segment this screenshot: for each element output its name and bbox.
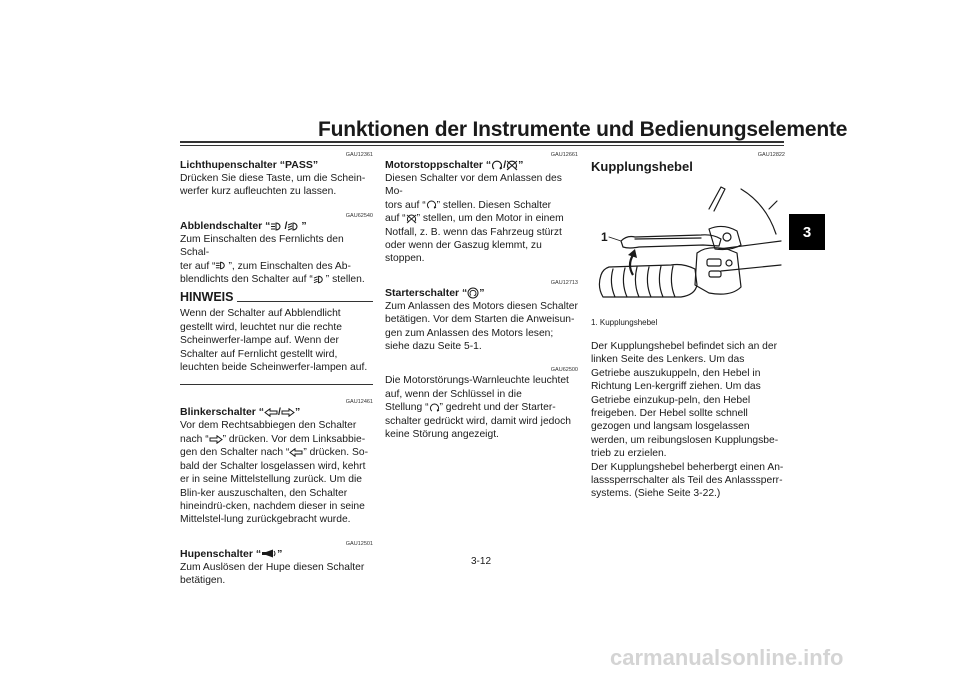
hinweis-end-rule: [180, 384, 373, 385]
section-code: GAU12361: [345, 152, 373, 158]
clutch-lever-figure: [591, 179, 785, 314]
section-body: [180, 419, 373, 526]
hinweis-header: [180, 290, 373, 304]
text-rest: Notfall, z. B. wenn das Fahrzeug stürzt oder wenn der Gaszug klemmt, zu stoppen.: [385, 226, 562, 265]
figure-caption: 1. Kupplungshebel: [591, 318, 658, 327]
low-beam-icon: [313, 275, 326, 284]
section-abblend: [180, 213, 373, 287]
high-beam-icon: [215, 261, 228, 270]
section-body: [385, 172, 578, 266]
section-heading: [180, 220, 373, 233]
arrow-right-icon: [209, 435, 223, 444]
high-beam-icon: [270, 222, 284, 231]
section-heading: [385, 287, 578, 300]
text-line: ”, zum Einschalten des Ab-: [228, 260, 351, 272]
text-line: Stellung “: [385, 402, 429, 414]
engine-run-icon: [426, 200, 437, 210]
heading-text: Blinkerschalter “: [180, 406, 265, 419]
column-3: [591, 152, 785, 501]
section-blinker: [180, 399, 373, 526]
column-2: [385, 152, 578, 456]
low-beam-icon: [287, 222, 301, 231]
text-line: Zum Einschalten des Fernlichts den Schal-: [180, 233, 344, 259]
text-line: ” drücken. So-: [303, 447, 369, 459]
text-line: ter auf “: [180, 260, 216, 272]
starter-icon: [467, 287, 479, 299]
page-number: 3-12: [470, 556, 491, 567]
section-heading: Kupplungshebel: [591, 159, 693, 174]
text-line: ” drücken. Vor dem Linksabbie-: [222, 433, 366, 445]
section-heading: [385, 159, 578, 172]
engine-stop-icon: [406, 214, 417, 224]
arrow-right-icon: [281, 408, 295, 417]
hinweis-rule: [237, 301, 373, 302]
text-line: nach “: [180, 433, 209, 445]
heading-text-end: ”: [479, 286, 485, 299]
horn-icon: [261, 549, 277, 558]
heading-text-end: ”: [518, 159, 524, 171]
section-hupe: [180, 541, 373, 588]
text-line: ” stellen. Diesen Schalter: [436, 199, 552, 211]
section-code: GAU62500: [550, 367, 578, 374]
section-body: Der Kupplungshebel befindet sich an der linken Seite des Lenkers. Um das Getriebe auszukuppeln, den Hebel in Richtung Len-kergriff ziehen. Um das Getriebe einzukup-peln, den Hebel freigeben. Der Hebel sollte schnell gezogen und langsam losgelassen werden, um reibungslosen Kupplungsbe-trieb zu erzielen.: [591, 341, 779, 460]
heading-text-end: ”: [277, 547, 283, 560]
engine-run-icon: [429, 403, 440, 413]
slash: /: [278, 406, 281, 419]
section-warnleuchte: [385, 367, 578, 441]
arrow-left-icon: [264, 408, 278, 417]
page-title: Funktionen der Instrumente und Bedienungselemente: [318, 118, 848, 141]
section-code: GAU12713: [550, 279, 578, 286]
section-body: [385, 374, 578, 441]
column-1: [180, 152, 373, 602]
text-rest: bald der Schalter losgelassen wird, kehrt er in seine Mittelstellung zurück. Um die Blin-ker auszuschalten, den Schalter hineindrü-cken, nachdem dieser in seine Mittelstel-lung zurückgebracht wurde.: [180, 460, 366, 526]
text-line: Vor dem Rechtsabbiegen den Schalter: [180, 420, 357, 432]
text-line: auf “: [385, 213, 406, 225]
section-code: GAU12461: [345, 399, 373, 406]
text-line: blendlichts den Schalter auf “: [180, 274, 313, 286]
slash: /: [284, 219, 288, 232]
heading-text-end: ”: [294, 406, 301, 419]
section-body: [180, 233, 373, 287]
engine-run-icon: [491, 160, 503, 171]
section-code: GAU12501: [345, 540, 373, 547]
heading-text: Hupenschalter “: [180, 547, 262, 560]
section-code: GAU62540: [345, 212, 373, 219]
hinweis-label: HINWEIS: [180, 290, 234, 305]
heading-text-end: ”: [301, 219, 307, 232]
text-line: ” stellen, um den Motor in einem: [416, 213, 564, 225]
text-line: tors auf “: [385, 199, 426, 211]
heading-text: Starterschalter “: [385, 286, 468, 299]
text-line: Die Motorstörungs-Warnleuchte leuchtet: [385, 375, 569, 387]
section-pass: [180, 152, 373, 199]
section-motorstopp: [385, 152, 578, 266]
section-heading: [180, 548, 373, 561]
slash: /: [503, 159, 507, 171]
section-code: GAU12661: [550, 152, 578, 158]
text-line: auf, wenn der Schlüssel in die: [385, 388, 522, 400]
text-line: ” stellen.: [325, 274, 365, 286]
text-line: Diesen Schalter vor dem Anlassen des Mo-: [385, 173, 562, 198]
clutch-lever-illustration: [591, 179, 785, 314]
header-rule-thin: [180, 145, 784, 146]
section-body: Zum Anlassen des Motors diesen Schalter betätigen. Vor dem Starten die Anweisun-gen zum Anlassen des Motors lesen; siehe dazu Seite 5-1.: [385, 300, 578, 353]
section-heading: [180, 406, 373, 419]
text-line: gen den Schalter nach “: [180, 447, 290, 459]
chapter-tab: 3: [789, 214, 825, 250]
figure-callout-number: 1: [601, 230, 608, 244]
heading-text: Abblendschalter “: [180, 219, 271, 232]
section-body-2: Der Kupplungshebel beherbergt einen An-lasssperrschalter als Teil des Anlasssperr-systems. (Siehe Seite 3-22.): [591, 461, 784, 500]
header-rule: [180, 141, 784, 143]
hinweis-box: [180, 290, 373, 385]
arrow-left-icon: [289, 448, 303, 457]
text-line: ” gedreht und der Starter-: [439, 402, 556, 414]
watermark: carmanualsonline.info: [610, 645, 844, 670]
section-heading: Lichthupenschalter “PASS”: [180, 159, 319, 171]
section-code: GAU12822: [757, 152, 785, 158]
engine-stop-icon: [506, 160, 518, 171]
section-body: Zum Auslösen der Hupe diesen Schalter betätigen.: [180, 561, 365, 587]
hinweis-body: Wenn der Schalter auf Abblendlicht gestellt wird, leuchtet nur die rechte Scheinwerfer-lampe auf. Wenn der Schalter auf Fernlicht gestellt wird, leuchten beide Scheinwerfer-lampen auf.: [180, 308, 368, 374]
text-rest: schalter gedrückt wird, damit wird jedoch keine Störung angezeigt.: [385, 415, 571, 441]
section-body: Drücken Sie diese Taste, um die Schein-werfer kurz aufleuchten zu lassen.: [180, 173, 366, 198]
heading-text: Motorstoppschalter “: [385, 159, 492, 171]
section-starter: [385, 280, 578, 354]
